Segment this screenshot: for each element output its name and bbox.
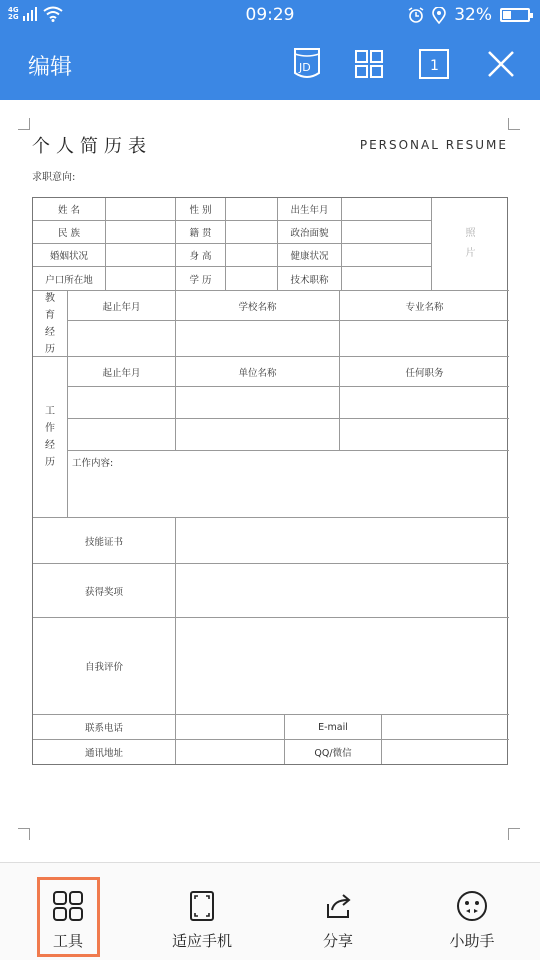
work-row2-position (340, 419, 509, 451)
work-period-header: 起止年月 (68, 357, 176, 387)
tools-highlight-frame (37, 877, 100, 957)
value-hukou (106, 267, 176, 291)
clock: 09:29 (245, 5, 295, 25)
network-top: 4G (8, 6, 19, 14)
label-ethnicity: 民 族 (33, 221, 106, 244)
email-value (382, 715, 509, 740)
share-icon (322, 888, 354, 924)
edu-school-header: 学校名称 (176, 291, 340, 321)
label-birth: 出生年月 (278, 198, 342, 221)
address-value (176, 740, 285, 764)
crop-mark-bottom-left (18, 828, 30, 840)
value-marital (106, 244, 176, 267)
value-political (342, 221, 432, 244)
crop-mark-bottom-right (508, 828, 520, 840)
battery-icon (500, 8, 530, 22)
tools-label: 工具 (52, 932, 83, 950)
close-icon[interactable] (483, 46, 519, 82)
work-row2-company (176, 419, 340, 451)
value-height (226, 244, 278, 267)
label-education: 学 历 (176, 267, 226, 291)
phone-label: 联系电话 (33, 715, 176, 740)
edu-period-header: 起止年月 (68, 291, 176, 321)
jd-icon[interactable] (289, 46, 325, 82)
network-bottom: 2G (8, 13, 19, 21)
work-row2-period (68, 419, 176, 451)
page-number-text: 1 (430, 58, 439, 74)
awards-value (176, 564, 509, 618)
address-label: 通讯地址 (33, 740, 176, 764)
edu-major-value (340, 321, 509, 357)
fit-phone-label: 适应手机 (171, 932, 232, 950)
work-content-label: 工作内容: (68, 451, 509, 518)
resume-subtitle: PERSONAL RESUME (359, 138, 508, 152)
self-eval-value (176, 618, 509, 715)
qq-value (382, 740, 509, 764)
value-gender (226, 198, 278, 221)
work-section-label: 工 作 经 历 (33, 357, 68, 518)
work-row1-company (176, 387, 340, 419)
value-ethnicity (106, 221, 176, 244)
app-bar (0, 30, 540, 100)
self-eval-label: 自我评价 (33, 618, 176, 715)
jd-badge-text: JD (299, 61, 311, 74)
edu-period-value (68, 321, 176, 357)
awards-label: 获得奖项 (33, 564, 176, 618)
value-education (226, 267, 278, 291)
share-button[interactable] (288, 888, 388, 952)
battery-percent: 32% (454, 5, 492, 25)
skills-value (176, 518, 509, 564)
fit-screen-icon (189, 888, 215, 924)
label-title-cert: 技术职称 (278, 267, 342, 291)
crop-mark-top-left (18, 118, 30, 130)
location-icon (432, 7, 446, 24)
photo-placeholder: 照 片 (432, 198, 509, 291)
label-name: 姓 名 (33, 198, 106, 221)
label-height: 身 高 (176, 244, 226, 267)
label-native: 籍 贯 (176, 221, 226, 244)
crop-mark-top-right (508, 118, 520, 130)
edu-section-label: 教 育 经 历 (33, 291, 68, 357)
work-row1-position (340, 387, 509, 419)
resume-title: 个人简历表 (32, 136, 152, 157)
page-number-icon[interactable] (416, 46, 452, 82)
value-name (106, 198, 176, 221)
assistant-icon (456, 888, 488, 924)
value-title-cert (342, 267, 432, 291)
share-label: 分享 (322, 932, 353, 950)
label-hukou: 户口所在地 (33, 267, 106, 291)
value-native (226, 221, 278, 244)
status-bar (0, 0, 540, 30)
label-marital: 婚姻状况 (33, 244, 106, 267)
battery-fill (503, 11, 511, 19)
work-row1-period (68, 387, 176, 419)
value-health (342, 244, 432, 267)
status-right (408, 5, 530, 25)
work-position-header: 任何职务 (340, 357, 509, 387)
grid-icon[interactable] (351, 46, 387, 82)
page-title: 编辑 (28, 55, 73, 80)
job-intent-label: 求职意向: (32, 172, 76, 183)
email-label: E-mail (285, 715, 382, 740)
phone-value (176, 715, 285, 740)
label-gender: 性 别 (176, 198, 226, 221)
work-company-header: 单位名称 (176, 357, 340, 387)
value-birth (342, 198, 432, 221)
alarm-icon (408, 7, 424, 23)
label-political: 政治面貌 (278, 221, 342, 244)
edu-major-header: 专业名称 (340, 291, 509, 321)
assistant-label: 小助手 (449, 932, 495, 950)
edu-school-value (176, 321, 340, 357)
qq-label: QQ/微信 (285, 740, 382, 764)
resume-table (32, 197, 508, 765)
label-health: 健康状况 (278, 244, 342, 267)
fit-phone-button[interactable] (152, 888, 252, 952)
assistant-button[interactable] (422, 888, 522, 952)
skills-label: 技能证书 (33, 518, 176, 564)
